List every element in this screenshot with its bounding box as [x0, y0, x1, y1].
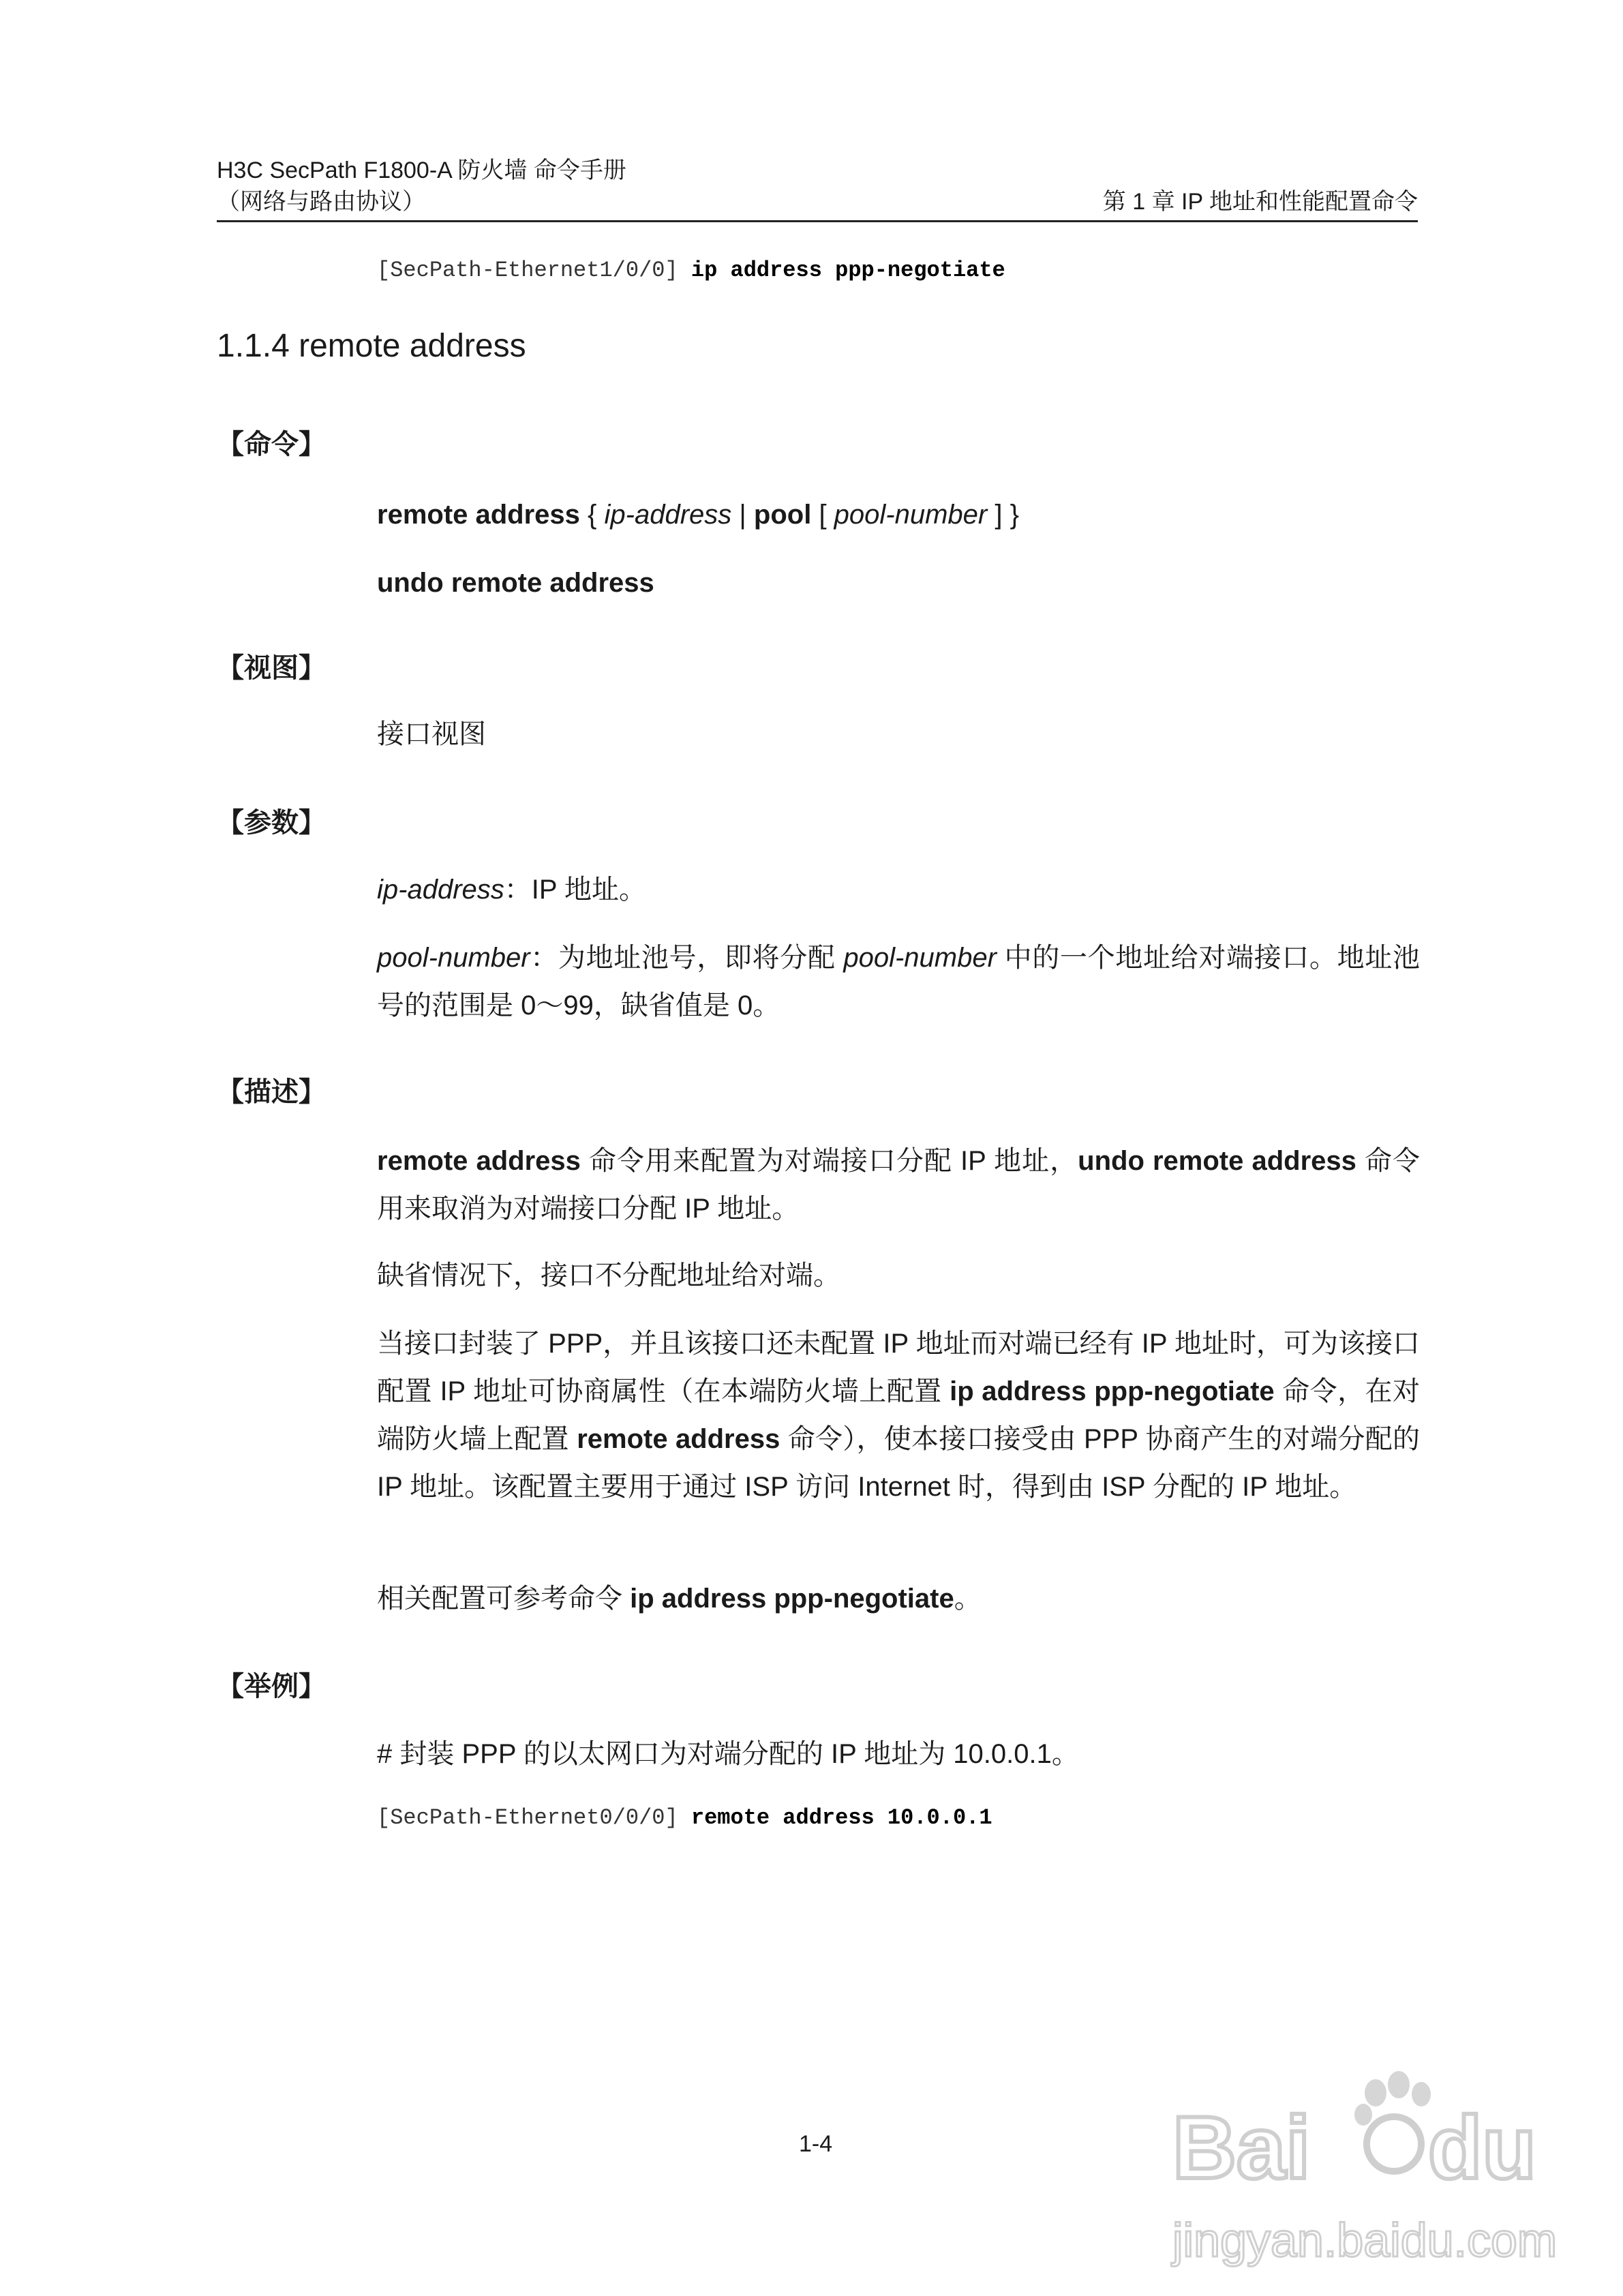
syntax-bracket: [ [811, 500, 834, 530]
example-heading: 【举例】 [217, 1672, 326, 1702]
desc-keyword: undo remote address [1078, 1146, 1356, 1176]
section-title: 1.1.4 remote address [217, 328, 526, 364]
header-chapter: 第 1 章 IP 地址和性能配置命令 [1102, 189, 1418, 215]
example-comment: # 封装 PPP 的以太网口为对端分配的 IP 地址为 10.0.0.1。 [377, 1739, 1079, 1769]
desc-heading: 【描述】 [217, 1077, 326, 1107]
syntax-bracket: ] } [987, 500, 1019, 530]
code-command: remote address 10.0.0.1 [691, 1805, 992, 1830]
desc-keyword: remote address [577, 1424, 780, 1454]
view-heading: 【视图】 [217, 653, 326, 683]
view-text: 接口视图 [377, 719, 486, 749]
syntax-keyword: remote address [377, 500, 580, 530]
syntax-sep: | [731, 500, 754, 530]
desc-text: 命令用来配置为对端接口分配 IP 地址， [580, 1146, 1078, 1176]
desc-paragraph-1 [377, 1137, 1420, 1233]
params-heading: 【参数】 [217, 808, 326, 838]
syntax-arg: ip-address [604, 500, 732, 530]
desc-paragraph-4 [377, 1575, 1420, 1622]
syntax-brace: { [579, 500, 605, 530]
param-ip-address [377, 866, 1420, 913]
desc-text: 命令），使本接口接受由 PPP 协商产生的对端分配的 IP 地址。该配置主要用于通过 ISP 访问 Internet 时，得到由 ISP 分配的 IP 地址。 [377, 1424, 1420, 1502]
param-pool-number [377, 934, 1420, 1029]
command-syntax [377, 491, 1420, 539]
header-divider [217, 220, 1418, 222]
undo-command [377, 559, 1420, 607]
desc-text: 命令，在对端防火墙上配置 [377, 1376, 1420, 1454]
desc-keyword: ip address ppp-negotiate [950, 1376, 1275, 1406]
code-command: ip address ppp-negotiate [691, 258, 1005, 283]
svg-text:jingyan.baidu.com: jingyan.baidu.com [1172, 2214, 1558, 2267]
code-prompt: [SecPath-Ethernet1/0/0] [377, 258, 691, 283]
desc-keyword: ip address ppp-negotiate [630, 1584, 954, 1614]
top-code-line [377, 258, 1005, 283]
header-subtitle: （网络与路由协议） [217, 189, 425, 215]
desc-keyword: remote address [377, 1146, 581, 1176]
code-prompt: [SecPath-Ethernet0/0/0] [377, 1805, 691, 1830]
watermark-logo [1159, 2052, 1595, 2277]
command-heading: 【命令】 [217, 429, 326, 459]
baidu-jingyan-watermark [1159, 2052, 1595, 2277]
example-code-line [377, 1805, 992, 1830]
desc-text: 相关配置可参考命令 [377, 1584, 631, 1614]
param-desc: ：为地址池号，即将分配 [530, 943, 844, 973]
param-desc: ：IP 地址。 [504, 875, 646, 905]
param-name: pool-number [377, 943, 530, 973]
desc-text: 命令用来取消为对端接口分配 IP 地址。 [377, 1146, 1420, 1224]
param-name: ip-address [377, 875, 504, 905]
undo-keyword: undo remote address [377, 568, 654, 598]
param-name-inline: pool-number [843, 943, 997, 973]
desc-text: 。 [954, 1584, 982, 1614]
desc-paragraph-2: 缺省情况下，接口不分配地址给对端。 [377, 1260, 840, 1290]
page-number: 1-4 [799, 2131, 833, 2157]
svg-text:Bai: Bai [1172, 2098, 1311, 2197]
header-title: H3C SecPath F1800-A 防火墙 命令手册 [217, 157, 626, 183]
syntax-keyword: pool [753, 500, 812, 530]
syntax-arg: pool-number [834, 500, 988, 530]
param-desc: 中的一个地址给对端接口。地址池号的范围是 0～99，缺省值是 0。 [377, 943, 1420, 1021]
desc-paragraph-3 [377, 1320, 1420, 1511]
svg-text:du: du [1428, 2098, 1536, 2197]
desc-text: 当接口封装了 PPP，并且该接口还未配置 IP 地址而对端已经有 IP 地址时，可为该接口配置 IP 地址可协商属性（在本端防火墙上配置 [377, 1329, 1420, 1406]
